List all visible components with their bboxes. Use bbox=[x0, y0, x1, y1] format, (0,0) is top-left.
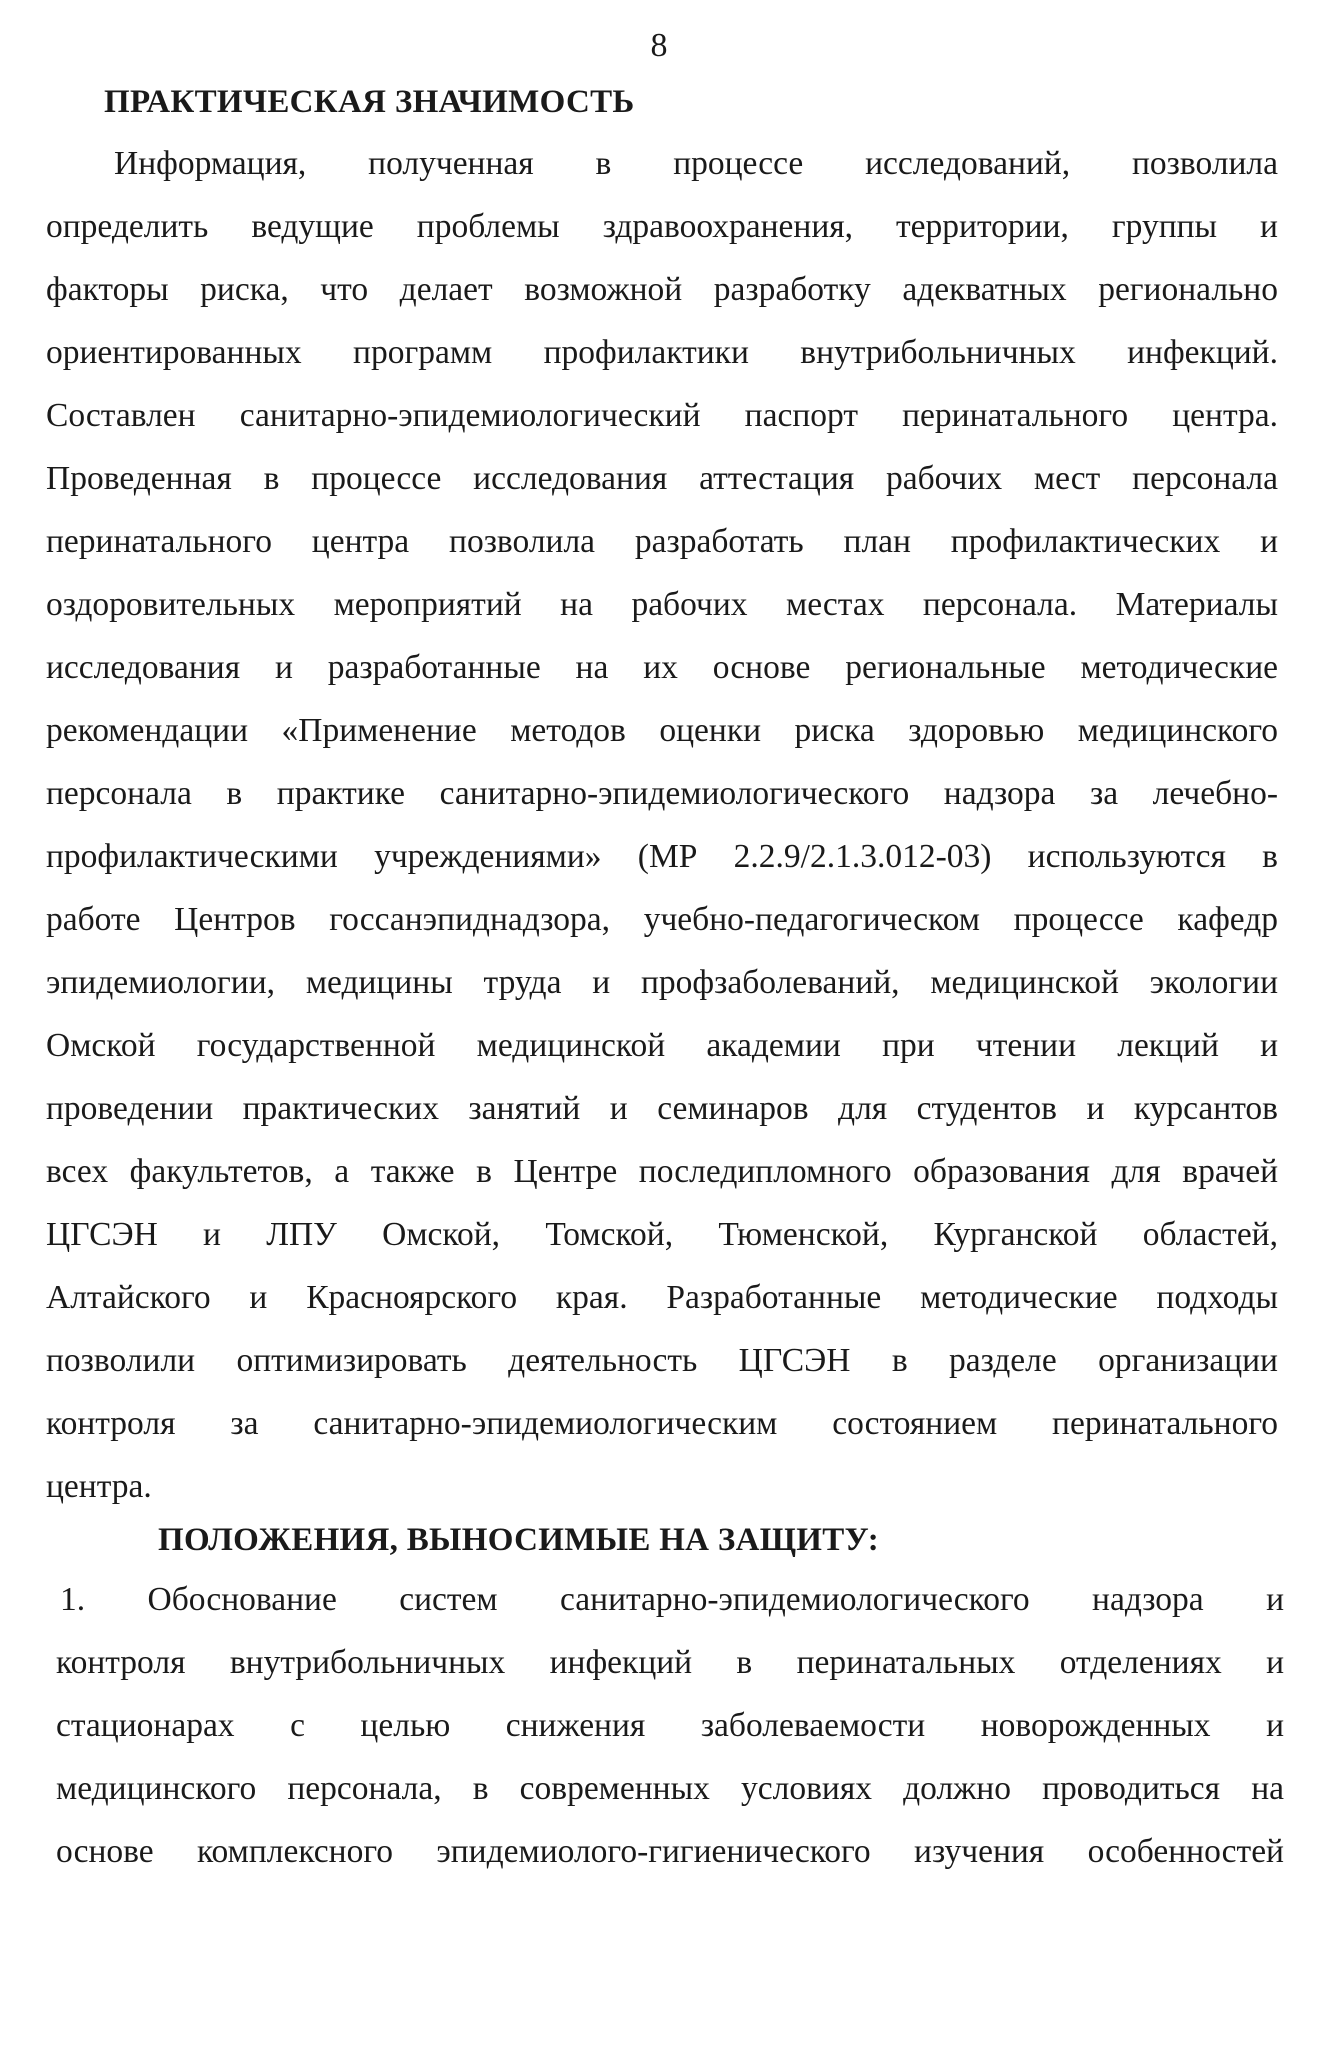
list-item-text-line: медицинского персонала, в современных условиях должно проводиться на bbox=[56, 1770, 1284, 1807]
page-number: 8 bbox=[650, 27, 668, 64]
text-line: персонала в практике санитарно-эпидемиологического надзора за лечебно- bbox=[46, 775, 1278, 812]
defense-provisions-list bbox=[56, 1568, 1284, 1883]
practical-significance-paragraph bbox=[46, 132, 1278, 1518]
text-line: ЦГСЭН и ЛПУ Омской, Томской, Тюменской, Курганской областей, bbox=[46, 1216, 1278, 1253]
text-line: оздоровительных мероприятий на рабочих местах персонала. Материалы bbox=[46, 586, 1278, 623]
text-line: рекомендации «Применение методов оценки риска здоровью медицинского bbox=[46, 712, 1278, 749]
text-line: Омской государственной медицинской академии при чтении лекций и bbox=[46, 1027, 1278, 1064]
heading-defense-provisions: ПОЛОЖЕНИЯ, ВЫНОСИМЫЕ НА ЗАЩИТУ: bbox=[158, 1522, 880, 1558]
text-line: Алтайского и Красноярского края. Разработанные методические подходы bbox=[46, 1279, 1278, 1316]
text-line: Составлен санитарно-эпидемиологический паспорт перинатального центра. bbox=[46, 397, 1278, 434]
heading-practical-significance: ПРАКТИЧЕСКАЯ ЗНАЧИМОСТЬ bbox=[104, 84, 635, 120]
text-line: исследования и разработанные на их основе региональные методические bbox=[46, 649, 1278, 686]
text-line: ориентированных программ профилактики внутрибольничных инфекций. bbox=[46, 334, 1278, 371]
text-line: профилактическими учреждениями» (МР 2.2.9/2.1.3.012-03) используются в bbox=[46, 838, 1278, 875]
text-line: определить ведущие проблемы здравоохранения, территории, группы и bbox=[46, 208, 1278, 245]
list-item-text-line: контроля внутрибольничных инфекций в перинатальных отделениях и bbox=[56, 1644, 1284, 1681]
text-line: перинатального центра позволила разработать план профилактических и bbox=[46, 523, 1278, 560]
text-line: Информация, полученная в процессе исследований, позволила bbox=[114, 145, 1278, 182]
list-item-text-line: стационарах с целью снижения заболеваемости новорожденных и bbox=[56, 1707, 1284, 1744]
text-line: Проведенная в процессе исследования аттестация рабочих мест персонала bbox=[46, 460, 1278, 497]
text-line: проведении практических занятий и семинаров для студентов и курсантов bbox=[46, 1090, 1278, 1127]
text-line: позволили оптимизировать деятельность ЦГСЭН в разделе организации bbox=[46, 1342, 1278, 1379]
text-line: центра. bbox=[46, 1468, 152, 1505]
text-line: всех факультетов, а также в Центре последипломного образования для врачей bbox=[46, 1153, 1278, 1190]
list-item-text-line: 1. Обоснование систем санитарно-эпидемиологического надзора и bbox=[60, 1581, 1284, 1618]
text-line: контроля за санитарно-эпидемиологическим состоянием перинатального bbox=[46, 1405, 1278, 1442]
text-line: факторы риска, что делает возможной разработку адекватных регионально bbox=[46, 271, 1278, 308]
text-line: работе Центров госсанэпиднадзора, учебно-педагогическом процессе кафедр bbox=[46, 901, 1278, 938]
text-line: эпидемиологии, медицины труда и профзаболеваний, медицинской экологии bbox=[46, 964, 1278, 1001]
list-item-text-line: основе комплексного эпидемиолого-гигиенического изучения особенностей bbox=[56, 1833, 1284, 1870]
